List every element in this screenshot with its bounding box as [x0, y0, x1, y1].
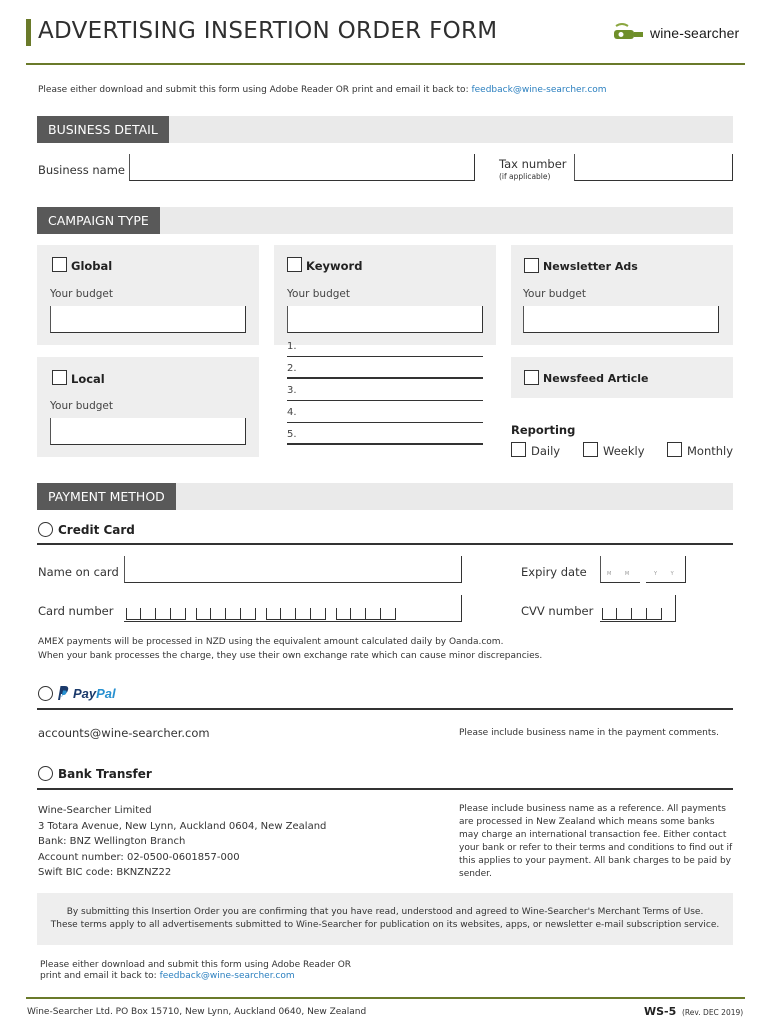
footer-note-line-1: Please either download and submit this form using Adobe Reader OR [40, 960, 352, 970]
name-on-card-label: Name on card [38, 565, 119, 579]
expiry-year-input[interactable] [646, 556, 686, 583]
local-budget-input[interactable] [50, 418, 246, 445]
page-title: ADVERTISING INSERTION ORDER FORM [38, 18, 498, 44]
paypal-radio[interactable] [38, 686, 53, 701]
card-number-segment [266, 608, 326, 620]
header-rule [26, 63, 745, 65]
paypal-logo [56, 685, 116, 701]
reporting-daily-label: Daily [531, 444, 561, 458]
credit-card-radio[interactable] [38, 522, 53, 537]
newsletter-label: Newsletter Ads [543, 260, 638, 273]
card-number-segment [336, 608, 396, 620]
credit-card-title: Credit Card [58, 523, 135, 537]
card-number-segments [126, 608, 396, 620]
keyword-line-5[interactable]: 5. [287, 425, 483, 445]
expiry-month-placeholder: M M [607, 571, 636, 577]
cvv-label: CVV number [521, 604, 594, 618]
bank-detail-line: 3 Totara Avenue, New Lynn, Auckland 0604, New Zealand [38, 820, 327, 832]
intro-text-body: Please either download and submit this form using Adobe Reader OR print and email it back to: [38, 85, 472, 95]
terms-line-1: By submitting this Insertion Order you are confirming that you have read, understood and agreed to Wine-Searcher's Merchant Terms of Use. [66, 907, 704, 917]
card-number-label: Card number [38, 604, 114, 618]
card-number-segment [196, 608, 256, 620]
amex-note-2: When your bank processes the charge, they use their own exchange rate which can cause minor discrepancies. [38, 651, 543, 661]
card-number-segment [126, 608, 186, 620]
keyword-checkbox[interactable] [287, 257, 302, 272]
newsletter-budget-label: Your budget [523, 288, 586, 300]
bank-detail-line: Bank: BNZ Wellington Branch [38, 836, 186, 848]
expiry-month-input[interactable] [600, 556, 640, 583]
global-budget-label: Your budget [50, 288, 113, 300]
footer-form-code: WS-5 [644, 1005, 677, 1018]
local-budget-label: Your budget [50, 400, 113, 412]
payment-section-label: PAYMENT METHOD [37, 483, 176, 510]
global-label: Global [71, 259, 113, 273]
business-name-input[interactable] [129, 154, 475, 181]
tax-number-note: (if applicable) [499, 172, 551, 181]
paypal-brand-pay: Pay [73, 685, 97, 701]
business-section-label: BUSINESS DETAIL [37, 116, 169, 143]
keyword-budget-label: Your budget [287, 288, 350, 300]
reporting-label: Reporting [511, 423, 576, 437]
local-label: Local [71, 372, 105, 386]
campaign-section-label: CAMPAIGN TYPE [37, 207, 160, 234]
newsfeed-checkbox[interactable] [524, 370, 539, 385]
name-on-card-input[interactable] [124, 556, 462, 583]
intro-email-link[interactable]: feedback@wine-searcher.com [471, 85, 607, 95]
intro-text [38, 85, 607, 95]
tax-number-input[interactable] [574, 154, 733, 181]
terms-notice [37, 893, 733, 945]
cvv-segments [602, 608, 662, 620]
global-checkbox[interactable] [52, 257, 67, 272]
paypal-brand-text [73, 686, 116, 701]
reporting-weekly-checkbox[interactable] [583, 442, 598, 457]
global-budget-input[interactable] [50, 306, 246, 333]
keyword-line-2[interactable]: 2. [287, 359, 483, 379]
keyword-line-4[interactable]: 4. [287, 403, 483, 423]
card-number-input[interactable] [124, 595, 462, 622]
title-accent-bar [26, 19, 31, 46]
bank-transfer-rule [37, 788, 733, 790]
keyword-budget-input[interactable] [287, 306, 483, 333]
wine-searcher-logo [612, 22, 739, 44]
keyword-line-3[interactable]: 3. [287, 381, 483, 401]
reporting-weekly-label: Weekly [603, 444, 645, 458]
logo-text: wine-searcher [650, 25, 740, 41]
bank-note: Please include business name as a reference. All payments are processed in New Zealand which means some banks may charge an international transaction fee. Either contact your bank or refer to their terms and conditions to find out if this applies to your payment. All bank charges to be paid by sender. [459, 804, 733, 879]
cvv-input[interactable] [600, 595, 676, 622]
expiry-year-placeholder: Y Y [654, 571, 680, 577]
footer-note [40, 960, 351, 982]
wine-searcher-logo-icon [612, 22, 646, 44]
reporting-monthly-checkbox[interactable] [667, 442, 682, 457]
footer-revision: (Rev. DEC 2019) [682, 1008, 744, 1017]
reporting-daily-checkbox[interactable] [511, 442, 526, 457]
footer-note-line-2-text: print and email it back to: [40, 971, 160, 981]
footer-rule [26, 997, 745, 999]
newsletter-checkbox[interactable] [524, 258, 539, 273]
footer-email-link[interactable]: feedback@wine-searcher.com [159, 971, 295, 981]
reporting-monthly-label: Monthly [687, 444, 734, 458]
expiry-date-label: Expiry date [521, 565, 587, 579]
local-checkbox[interactable] [52, 370, 67, 385]
bank-detail-line: Wine-Searcher Limited [38, 805, 152, 816]
bank-transfer-radio[interactable] [38, 766, 53, 781]
newsletter-budget-input[interactable] [523, 306, 719, 333]
paypal-note: Please include business name in the payment comments. [459, 728, 719, 738]
credit-card-rule [37, 543, 733, 545]
amex-note-1: AMEX payments will be processed in NZD using the equivalent amount calculated daily by Oanda.com. [38, 637, 504, 647]
footer-address: Wine-Searcher Ltd. PO Box 15710, New Lynn, Auckland 0640, New Zealand [27, 1007, 367, 1017]
keyword-line-1[interactable]: 1. [287, 337, 483, 357]
keyword-label: Keyword [306, 259, 363, 273]
bank-details [38, 803, 326, 881]
paypal-icon [56, 685, 69, 701]
paypal-email: accounts@wine-searcher.com [38, 726, 210, 740]
paypal-brand-pal: Pal [96, 685, 116, 701]
bank-detail-line: Swift BIC code: BKNZNZ22 [38, 867, 172, 879]
newsfeed-label: Newsfeed Article [543, 372, 649, 385]
terms-line-2: These terms apply to all advertisements submitted to Wine-Searcher for publication on its websites, apps, or newsletter e-mail subscription service. [50, 920, 720, 930]
business-name-label: Business name [38, 163, 125, 177]
tax-number-label: Tax number [499, 157, 567, 171]
bank-transfer-title: Bank Transfer [58, 767, 152, 781]
footer-note-line-2 [40, 971, 351, 982]
paypal-rule [37, 708, 733, 710]
bank-detail-line: Account number: 02-0500-0601857-000 [38, 851, 240, 863]
